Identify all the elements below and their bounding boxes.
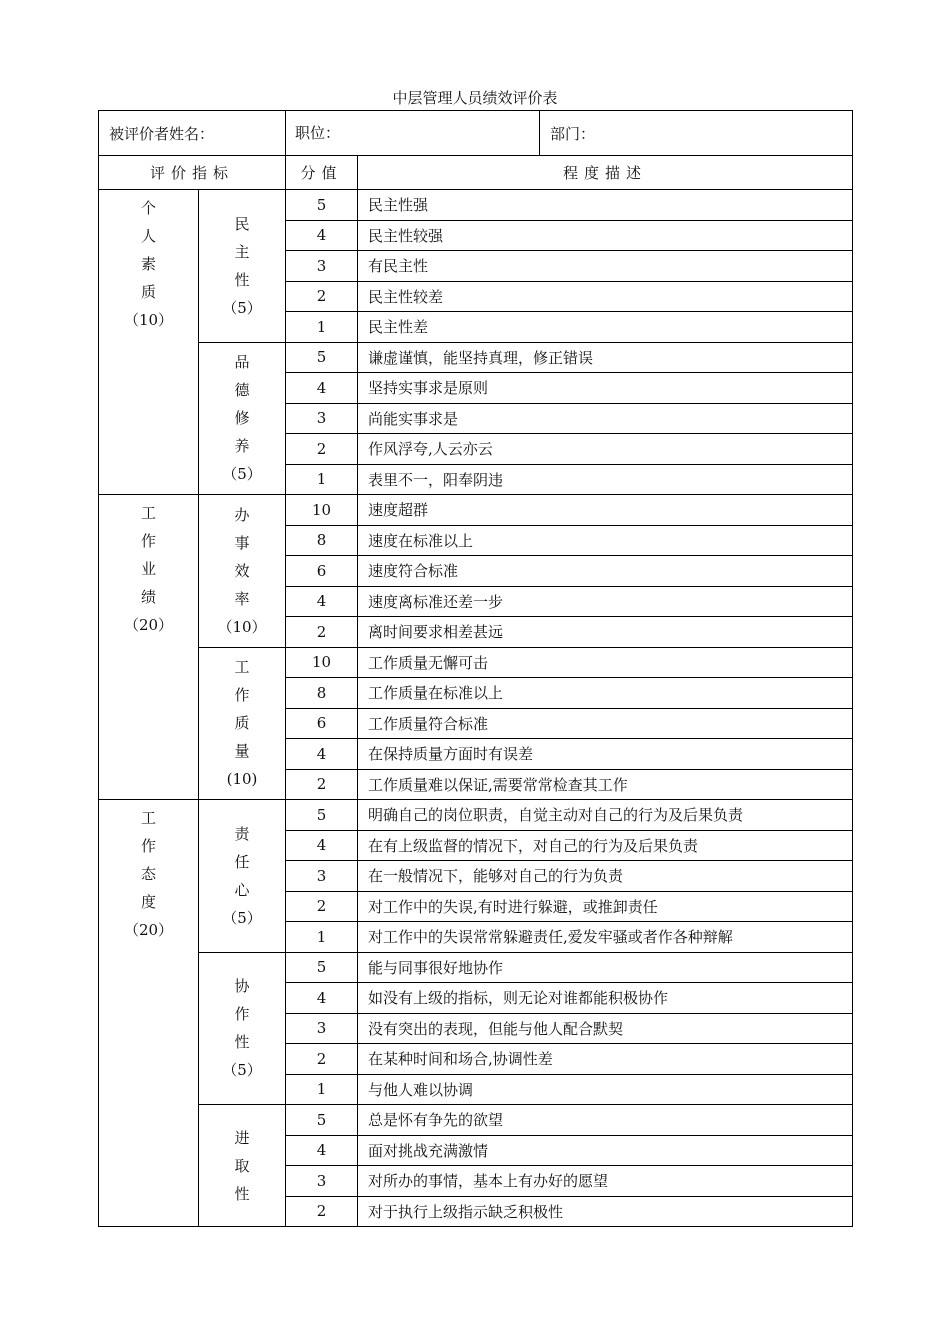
sub-indicator-char: 进 [234,1128,250,1147]
description-cell: 坚持实事求是原则 [358,373,853,404]
department-field-label[interactable]: 部门： [550,124,596,143]
score-cell: 5 [286,952,358,983]
description-cell: 速度超群 [358,495,853,526]
description-cell: 工作质量在标准以上 [358,678,853,709]
sub-indicator-char: 质 [234,714,250,733]
sub-indicator-char: 取 [234,1156,250,1175]
position-field-label[interactable]: 职位： [286,111,540,155]
description-cell: 对工作中的失误,有时进行躲避，或推卸责任 [358,891,853,922]
description-cell: 谦虚谨慎，能坚持真理，修正错误 [358,342,853,373]
sub-indicator-char: 工 [234,658,250,677]
score-cell: 3 [286,861,358,892]
category-weight: （10） [123,311,174,329]
category-cell [99,800,199,1227]
sub-indicator-char: 任 [234,852,250,871]
score-cell: 1 [286,312,358,343]
sub-indicator-char: 主 [234,242,250,261]
description-cell: 对所办的事情，基本上有办好的愿望 [358,1166,853,1197]
sub-indicator-cell [199,190,286,343]
score-cell: 3 [286,1013,358,1044]
sub-indicator-weight: （5） [222,465,262,484]
description-cell: 速度离标准还差一步 [358,586,853,617]
description-cell: 总是怀有争先的欲望 [358,1105,853,1136]
sub-indicator-char: 心 [234,880,250,899]
score-cell: 2 [286,1044,358,1075]
score-cell: 10 [286,647,358,678]
description-cell: 在一般情况下，能够对自己的行为负责 [358,861,853,892]
description-cell: 民主性较差 [358,281,853,312]
description-cell: 工作质量无懈可击 [358,647,853,678]
score-cell: 3 [286,1166,358,1197]
description-cell: 速度在标准以上 [358,525,853,556]
score-cell: 2 [286,434,358,465]
description-cell: 速度符合标准 [358,556,853,587]
table-row [99,342,853,373]
page-title: 中层管理人员绩效评价表 [392,89,558,107]
sub-indicator-char: 率 [234,589,250,608]
sub-indicator-char: 修 [234,409,250,428]
category-cell [99,190,199,495]
evaluation-table-body [99,111,853,1227]
score-cell: 4 [286,1135,358,1166]
score-cell: 2 [286,891,358,922]
description-cell: 在保持质量方面时有误差 [358,739,853,770]
table-row [99,495,853,526]
sub-indicator-weight: （5） [222,1061,262,1080]
description-cell: 工作质量难以保证,需要常常检查其工作 [358,769,853,800]
sub-indicator-char: 德 [234,381,250,400]
description-cell: 与他人难以协调 [358,1074,853,1105]
sub-indicator-char: 民 [234,214,250,233]
score-cell: 2 [286,281,358,312]
table-row [99,800,853,831]
score-cell: 3 [286,251,358,282]
sub-indicator-char: 办 [234,505,250,524]
sub-indicator-char: 性 [234,1033,250,1052]
header-row [99,111,853,156]
description-cell: 能与同事很好地协作 [358,952,853,983]
description-cell: 表里不一，阳奉阴违 [358,464,853,495]
sub-indicator-char: 作 [234,686,250,705]
score-cell: 5 [286,342,358,373]
score-cell: 1 [286,922,358,953]
description-cell: 在某种时间和场合,协调性差 [358,1044,853,1075]
sub-indicator-cell [199,1105,286,1227]
score-cell: 8 [286,678,358,709]
score-cell: 4 [286,830,358,861]
sub-indicator-char: 品 [234,353,250,372]
category-char: 个 [140,199,156,217]
category-cell [99,495,199,800]
column-header-description: 程度描述 [358,156,853,190]
table-row [99,190,853,221]
table-row [99,647,853,678]
description-cell: 如没有上级的指标，则无论对谁都能积极协作 [358,983,853,1014]
category-char: 工 [140,504,156,522]
score-cell: 1 [286,1074,358,1105]
score-cell: 4 [286,983,358,1014]
sub-indicator-char: 效 [234,561,250,580]
sub-indicator-char: 性 [234,270,250,289]
table-row [99,952,853,983]
score-cell: 2 [286,1196,358,1227]
score-cell: 5 [286,190,358,221]
description-cell: 有民主性 [358,251,853,282]
description-cell: 民主性差 [358,312,853,343]
score-cell: 4 [286,373,358,404]
category-char: 素 [140,255,156,273]
sub-indicator-char: 量 [234,742,250,761]
sub-indicator-cell [199,495,286,648]
score-cell: 4 [286,586,358,617]
score-cell: 4 [286,739,358,770]
description-cell: 离时间要求相差甚远 [358,617,853,648]
sub-indicator-char: 事 [234,533,250,552]
sub-indicator-weight: （5） [222,298,262,317]
sub-indicator-cell [199,800,286,953]
sub-indicator-weight: (10) [226,770,258,789]
sub-indicator-char: 协 [234,977,250,996]
sub-indicator-char: 责 [234,824,250,843]
category-char: 质 [140,283,156,301]
description-cell: 民主性较强 [358,220,853,251]
sub-indicator-char: 作 [234,1005,250,1024]
score-cell: 3 [286,403,358,434]
description-cell: 民主性强 [358,190,853,221]
sub-indicator-cell [199,952,286,1105]
category-char: 工 [140,809,156,827]
sub-indicator-char: 养 [234,437,250,456]
category-char: 态 [140,865,156,883]
category-char: 度 [140,893,156,911]
score-cell: 4 [286,220,358,251]
category-char: 人 [140,227,156,245]
description-cell: 作风浮夸,人云亦云 [358,434,853,465]
sub-indicator-weight: （5） [222,908,262,927]
column-header-score: 分值 [286,156,358,190]
column-header-indicator: 评价指标 [99,156,286,190]
category-weight: （20） [123,616,174,634]
description-cell: 对工作中的失误常常躲避责任,爱发牢骚或者作各种辩解 [358,922,853,953]
score-cell: 6 [286,556,358,587]
score-cell: 6 [286,708,358,739]
column-header-row [99,156,853,190]
category-char: 作 [140,532,156,550]
table-row [99,1105,853,1136]
sub-indicator-cell [199,342,286,495]
description-cell: 对于执行上级指示缺乏积极性 [358,1196,853,1227]
sub-indicator-char: 性 [234,1184,250,1203]
name-field-label[interactable]: 被评价者姓名： [99,111,286,156]
score-cell: 1 [286,464,358,495]
category-char: 业 [140,560,156,578]
score-cell: 2 [286,769,358,800]
score-cell: 5 [286,800,358,831]
score-cell: 2 [286,617,358,648]
category-char: 绩 [140,588,156,606]
description-cell: 工作质量符合标准 [358,708,853,739]
description-cell: 没有突出的表现，但能与他人配合默契 [358,1013,853,1044]
description-cell: 尚能实事求是 [358,403,853,434]
score-cell: 8 [286,525,358,556]
description-cell: 明确自己的岗位职责，自觉主动对自己的行为及后果负责 [358,800,853,831]
description-cell: 面对挑战充满激情 [358,1135,853,1166]
sub-indicator-cell [199,647,286,800]
score-cell: 10 [286,495,358,526]
score-cell: 5 [286,1105,358,1136]
category-char: 作 [140,837,156,855]
sub-indicator-weight: （10） [217,617,267,636]
description-cell: 在有上级监督的情况下，对自己的行为及后果负责 [358,830,853,861]
position-dept-cell [286,111,853,156]
evaluation-table [98,110,853,1227]
category-weight: （20） [123,921,174,939]
